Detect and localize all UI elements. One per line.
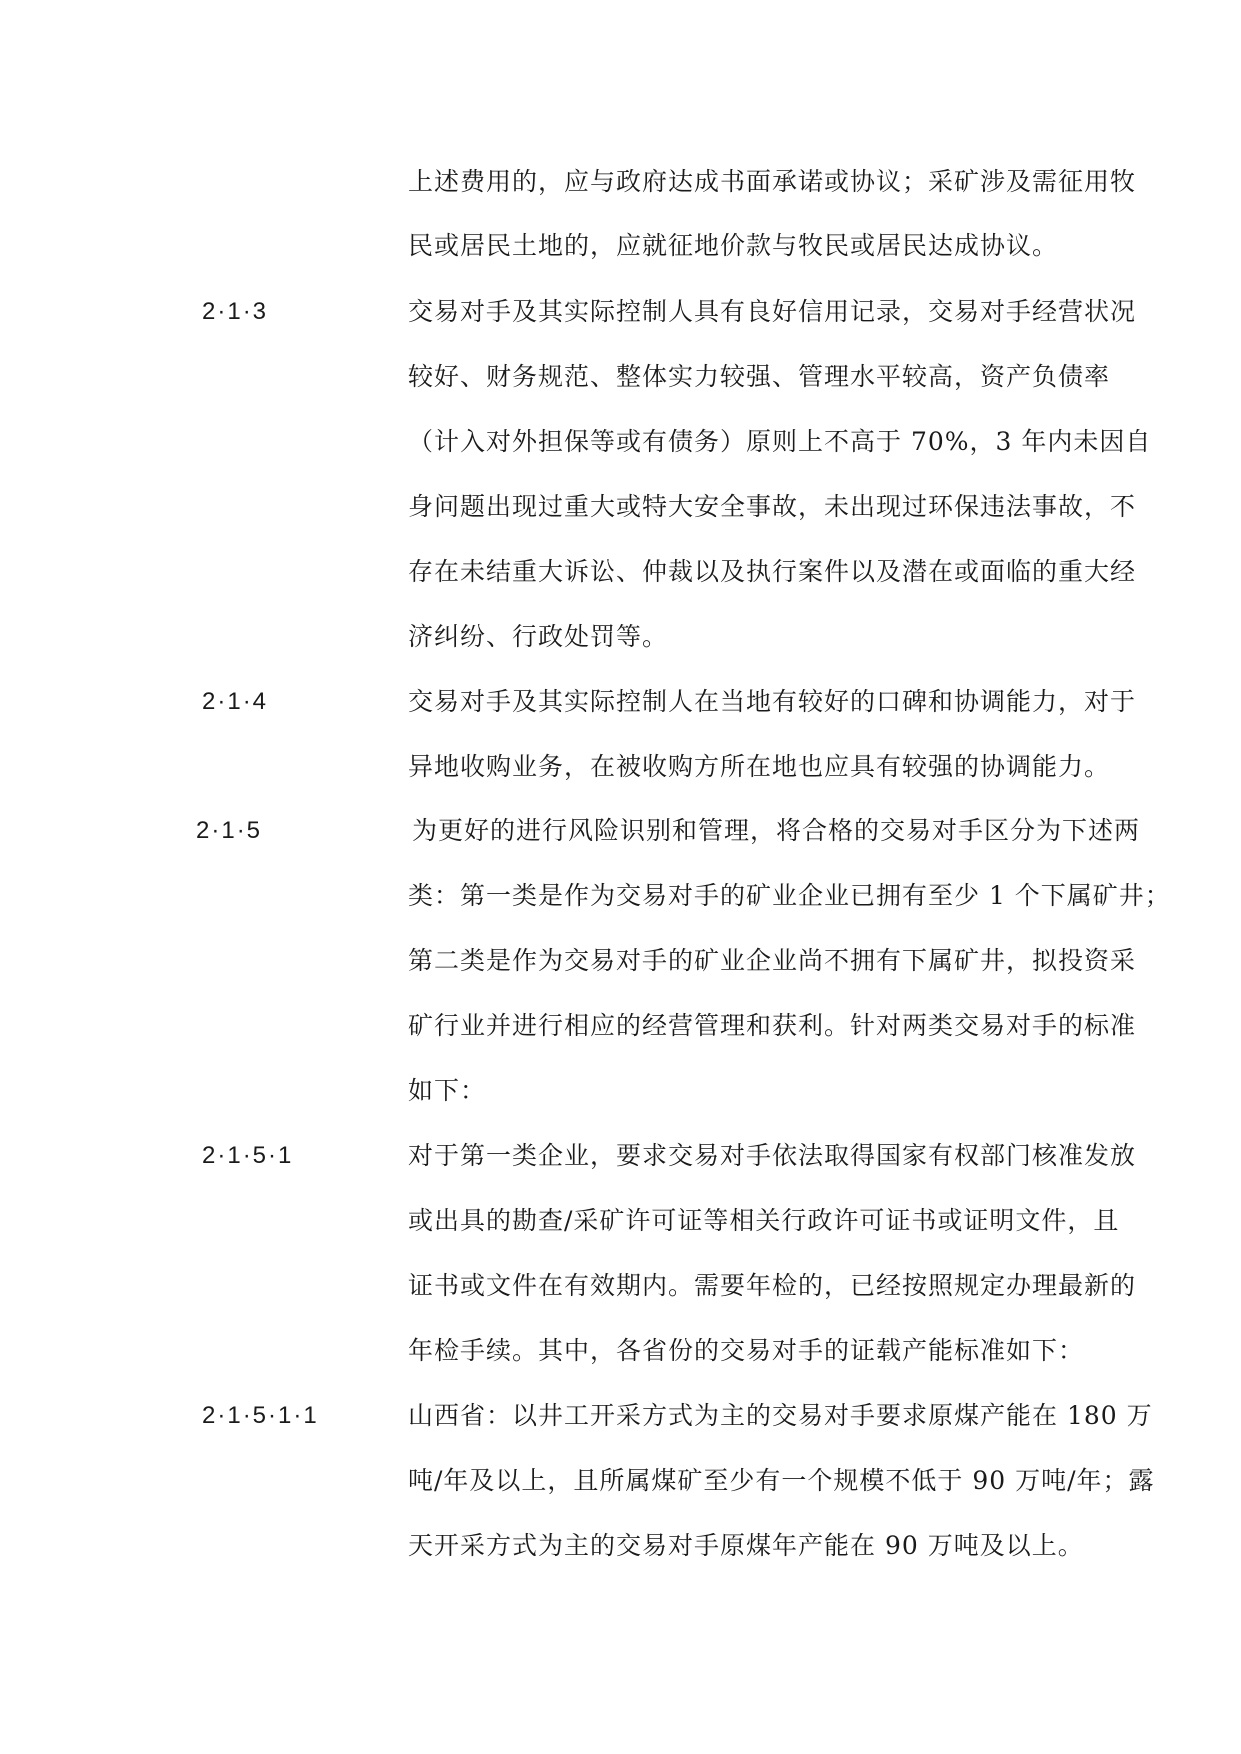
clause-number: 2·1·4 bbox=[202, 688, 269, 715]
paragraph-line: 交易对手及其实际控制人在当地有较好的口碑和协调能力，对于 bbox=[408, 687, 1137, 716]
paragraph-line: 吨/年及以上，且所属煤矿至少有一个规模不低于 90 万吨/年；露 bbox=[408, 1466, 1155, 1495]
paragraph-line: 存在未结重大诉讼、仲裁以及执行案件以及潜在或面临的重大经 bbox=[408, 557, 1137, 586]
clause-number: 2·1·3 bbox=[202, 298, 269, 325]
paragraph-line: 矿行业并进行相应的经营管理和获利。针对两类交易对手的标准 bbox=[408, 1011, 1137, 1040]
clause-number: 2·1·5 bbox=[196, 817, 263, 844]
paragraph-line: 证书或文件在有效期内。需要年检的，已经按照规定办理最新的 bbox=[408, 1271, 1137, 1300]
paragraph-line: 较好、财务规范、整体实力较强、管理水平较高，资产负债率 bbox=[408, 362, 1111, 391]
paragraph-line: 天开采方式为主的交易对手原煤年产能在 90 万吨及以上。 bbox=[408, 1531, 1084, 1560]
paragraph-line: 第二类是作为交易对手的矿业企业尚不拥有下属矿井，拟投资采 bbox=[408, 946, 1137, 975]
clause-number: 2·1·5·1·1 bbox=[202, 1402, 319, 1429]
paragraph-line: 或出具的勘查/采矿许可证等相关行政许可证书或证明文件，且 bbox=[408, 1206, 1120, 1235]
paragraph-line: 身问题出现过重大或特大安全事故，未出现过环保违法事故，不 bbox=[408, 492, 1137, 521]
paragraph-line: 异地收购业务，在被收购方所在地也应具有较强的协调能力。 bbox=[408, 752, 1111, 781]
paragraph-line: 民或居民土地的，应就征地价款与牧民或居民达成协议。 bbox=[408, 231, 1059, 260]
clause-number: 2·1·5·1 bbox=[202, 1142, 294, 1169]
paragraph-line: 对于第一类企业，要求交易对手依法取得国家有权部门核准发放 bbox=[408, 1141, 1137, 1170]
paragraph-line: 为更好的进行风险识别和管理，将合格的交易对手区分为下述两 bbox=[412, 816, 1141, 845]
paragraph-line: 如下： bbox=[408, 1076, 487, 1105]
paragraph-line: 济纠纷、行政处罚等。 bbox=[408, 622, 669, 651]
paragraph-line: （计入对外担保等或有债务）原则上不高于 70%，3 年内未因自 bbox=[408, 427, 1152, 456]
paragraph-line: 山西省：以井工开采方式为主的交易对手要求原煤产能在 180 万 bbox=[408, 1401, 1153, 1430]
paragraph-line: 类：第一类是作为交易对手的矿业企业已拥有至少 1 个下属矿井； bbox=[408, 881, 1171, 910]
paragraph-line: 交易对手及其实际控制人具有良好信用记录，交易对手经营状况 bbox=[408, 297, 1137, 326]
paragraph-line: 年检手续。其中，各省份的交易对手的证载产能标准如下： bbox=[408, 1336, 1085, 1365]
paragraph-line: 上述费用的，应与政府达成书面承诺或协议；采矿涉及需征用牧 bbox=[408, 167, 1137, 196]
